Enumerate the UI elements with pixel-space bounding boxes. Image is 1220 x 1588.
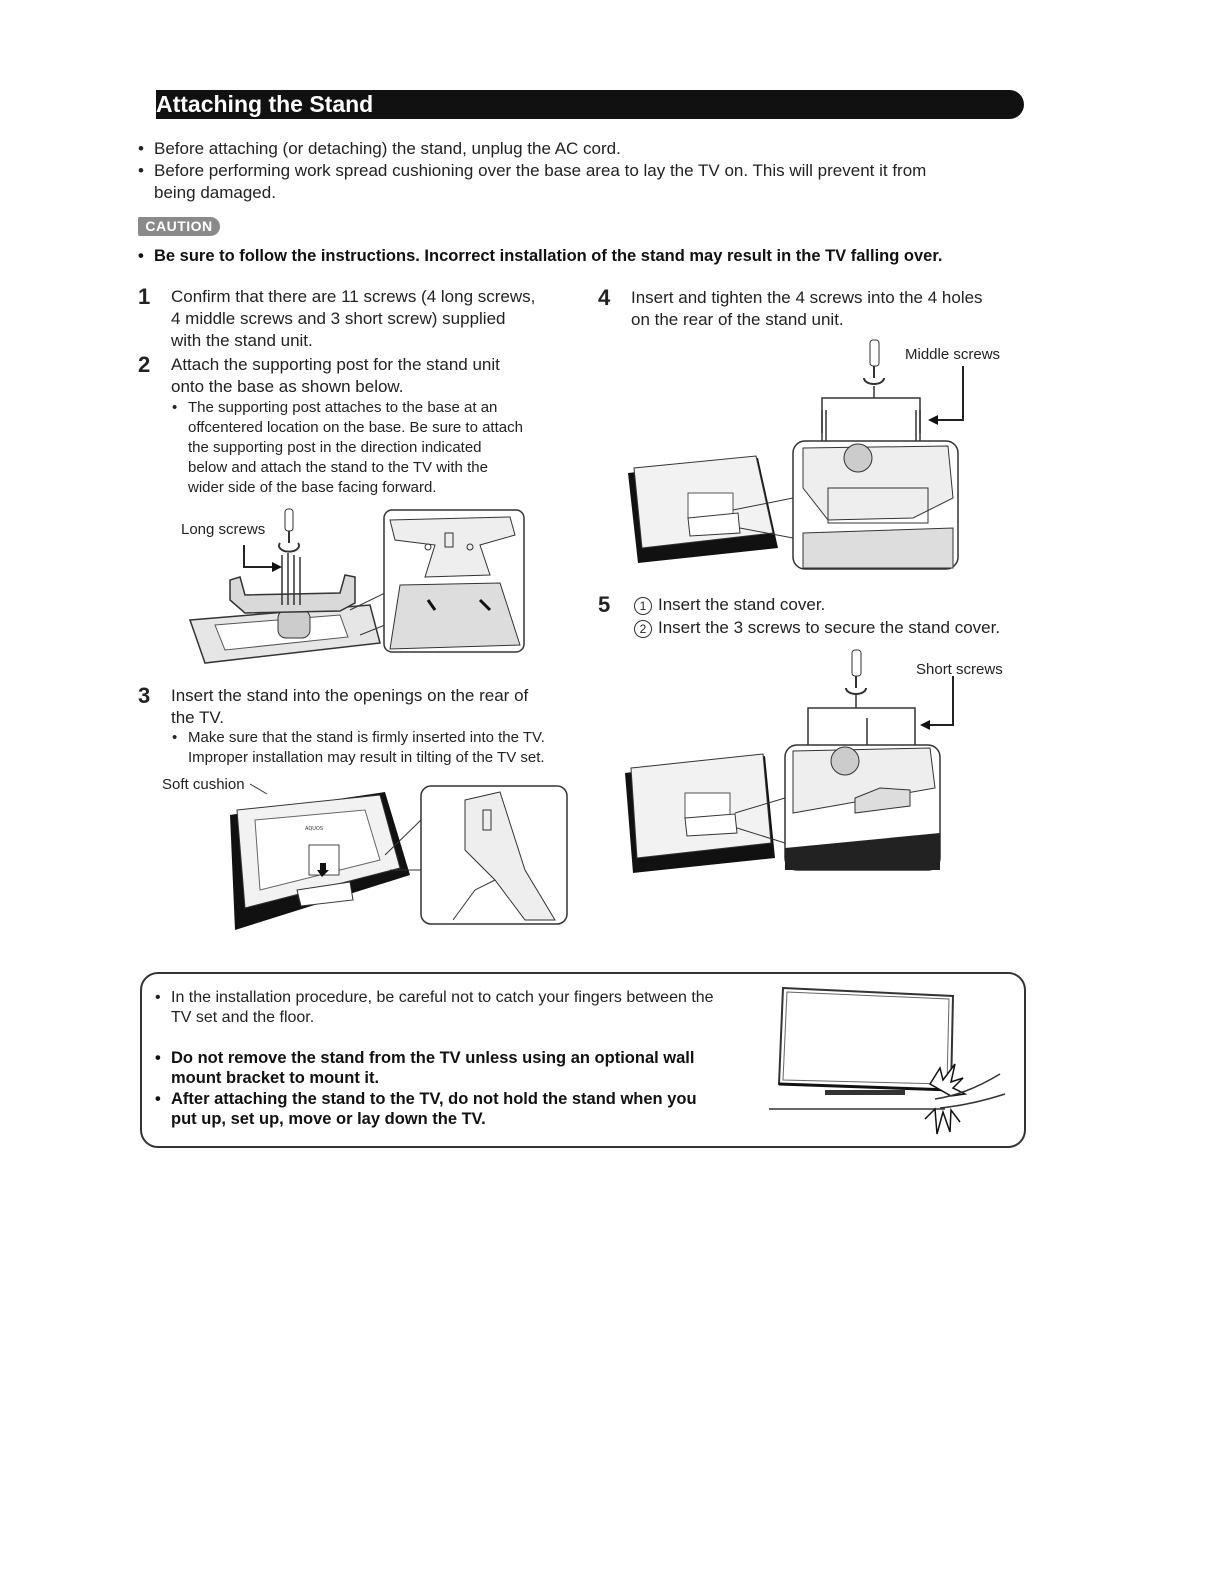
step-3-number: 3 xyxy=(138,683,151,708)
long-screws-label: Long screws xyxy=(181,521,266,538)
middle-screws-illustration xyxy=(628,338,963,573)
step-2-number: 2 xyxy=(138,352,151,377)
soft-cushion-label: Soft cushion xyxy=(162,776,245,793)
middle-screws-label: Middle screws xyxy=(905,346,1001,363)
finger-pinch-illustration xyxy=(765,984,1010,1139)
intro-note-continuation: being damaged. xyxy=(154,183,276,202)
intro-note: • Before performing work spread cushioning over the base area to lay the TV on. This will prevent it from xyxy=(138,161,927,180)
short-screws-label: Short screws xyxy=(916,661,1003,678)
step-2-text: Attach the supporting post for the stand unit onto the base as shown below. xyxy=(171,355,500,396)
step-2-subnote: • The supporting post attaches to the base at an offcentered location on the base. Be sure to attach the supporting post in the direction indicated below and attach the stand to the TV with the wider side of the base facing forward. xyxy=(172,399,523,496)
warning-bold-2: • After attaching the stand to the TV, do not hold the stand when you put up, set up, move or lay down the TV. xyxy=(155,1090,697,1128)
warning-note: • In the installation procedure, be careful not to catch your fingers between the TV set and the floor. xyxy=(155,989,714,1026)
page-title: Attaching the Stand xyxy=(156,91,374,117)
caution-text: • Be sure to follow the instructions. Incorrect installation of the stand may result in the TV falling over. xyxy=(138,247,943,265)
step-5-number: 5 xyxy=(598,592,611,617)
step-1-text: Confirm that there are 11 screws (4 long screws, 4 middle screws and 3 short screw) supplied with the stand unit. xyxy=(171,287,536,350)
step-4-number: 4 xyxy=(598,285,611,310)
stand-base-illustration xyxy=(190,505,530,665)
step-1-number: 1 xyxy=(138,284,151,309)
step-3-subnote: • Make sure that the stand is firmly inserted into the TV. Improper installation may result in tilting of the TV set. xyxy=(172,729,545,766)
aquos-logo-text: AQUOS xyxy=(305,826,324,832)
tv-rear-insert-illustration xyxy=(225,780,570,935)
step-5-item-1: 1 Insert the stand cover. xyxy=(634,594,825,616)
warning-bold-1: • Do not remove the stand from the TV unless using an optional wall mount bracket to mount it. xyxy=(155,1049,695,1087)
step-4-text: Insert and tighten the 4 screws into the 4 holes on the rear of the stand unit. xyxy=(631,288,983,329)
intro-note: • Before attaching (or detaching) the stand, unplug the AC cord. xyxy=(138,139,621,158)
short-screws-illustration xyxy=(625,648,955,878)
step-5-item-2: 2 Insert the 3 screws to secure the stand cover. xyxy=(634,617,1000,639)
caution-badge: CAUTION xyxy=(138,217,220,236)
step-3-text: Insert the stand into the openings on the rear of the TV. xyxy=(171,686,529,727)
